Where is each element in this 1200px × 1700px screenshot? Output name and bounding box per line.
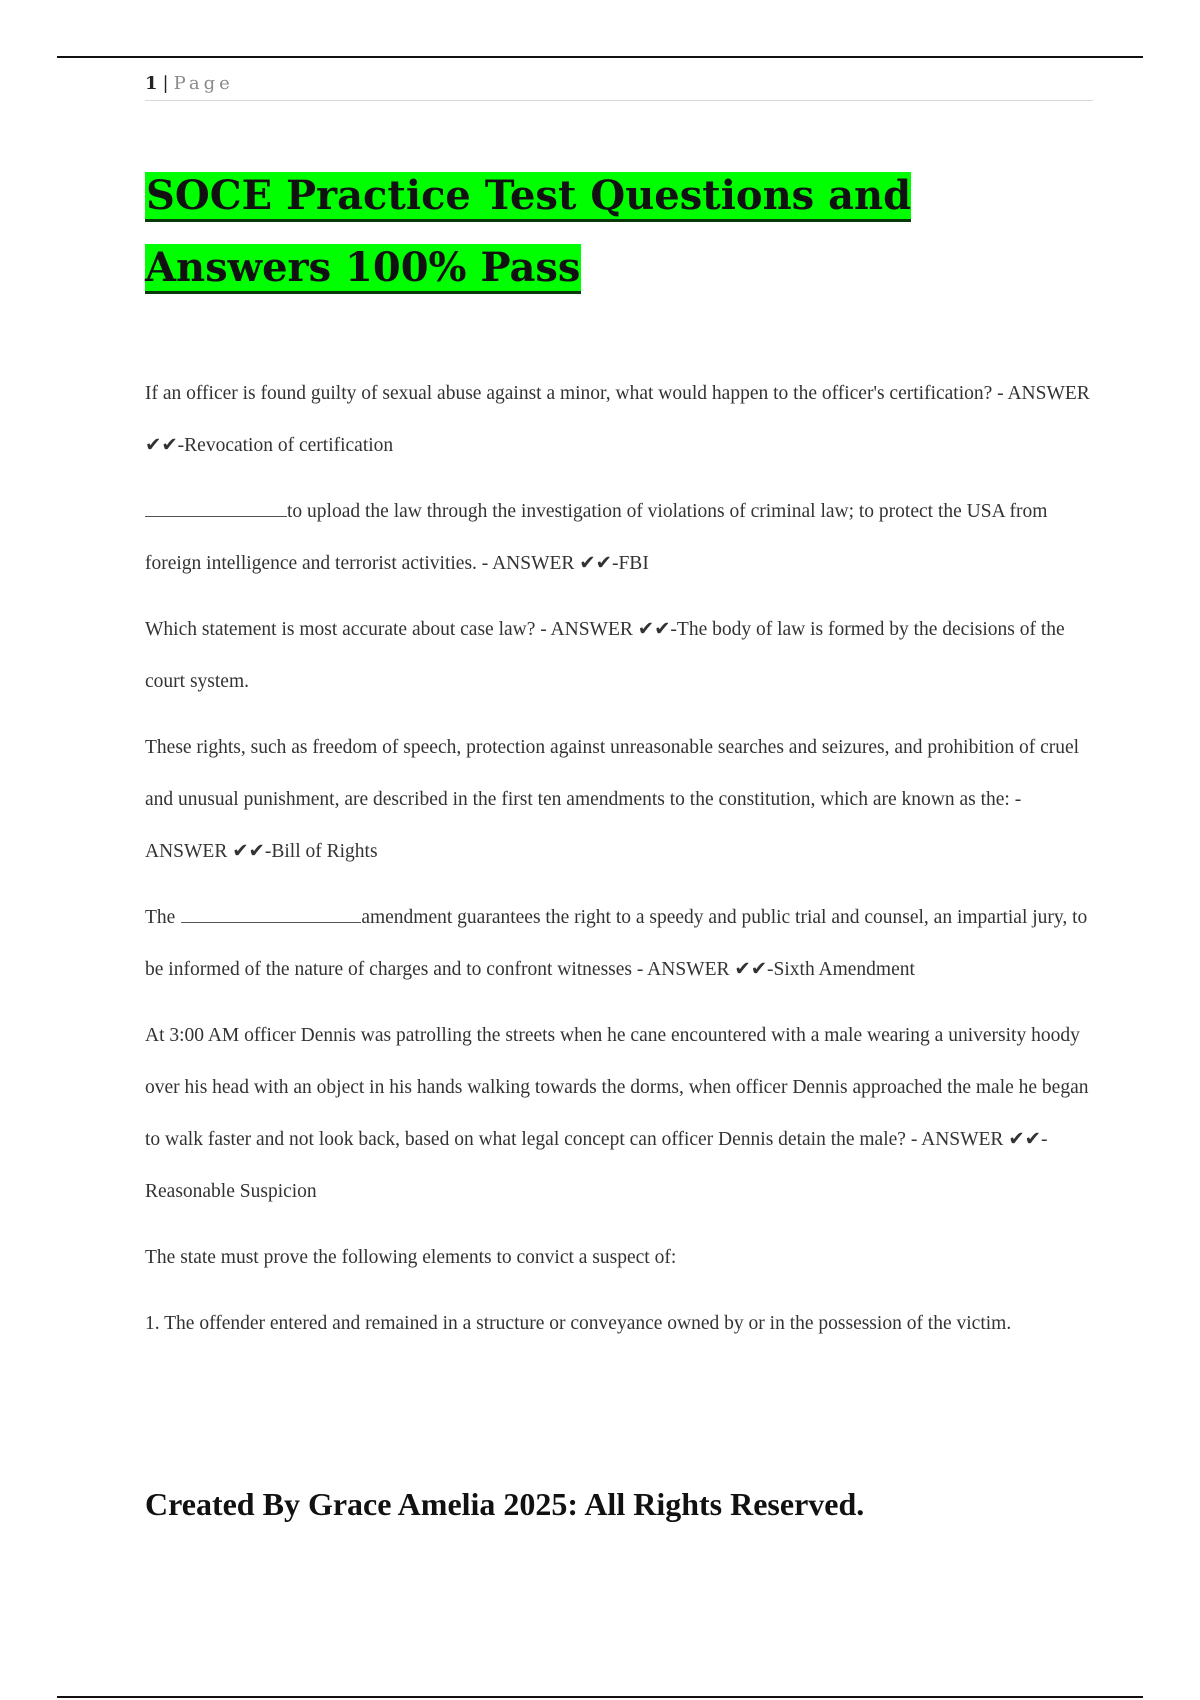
qa-item-5-lead: The (145, 907, 176, 928)
page-separator: | (162, 73, 170, 94)
qa-item-4: These rights, such as freedom of speech, protection against unreasonable searches and seizures, and prohibition of cruel and unusual punishment, are described in the first ten amendments to the constitution, which are known as the: - ANSWER ✔✔-Bill of Rights (145, 737, 1080, 862)
fill-blank (181, 904, 361, 923)
qa-item-7: The state must prove the following elements to convict a suspect of: (145, 1247, 677, 1268)
qa-item-2 (145, 486, 1093, 590)
page-header (145, 72, 1093, 101)
qa-list (145, 368, 1093, 1364)
qa-item-1: If an officer is found guilty of sexual abuse against a minor, what would happen to the officer's certification? - ANSWER ✔✔-Revocation of certification (145, 383, 1090, 456)
top-rule (57, 56, 1143, 58)
qa-item-8: 1. The offender entered and remained in a structure or conveyance owned by or in the possession of the victim. (145, 1313, 1012, 1334)
qa-item-5-text: amendment guarantees the right to a speedy and public trial and counsel, an impartial jury, to be informed of the nature of charges and to confront witnesses - ANSWER ✔✔-Sixth Amendment (145, 907, 1088, 980)
document-title-text: SOCE Practice Test Questions and Answers 100% Pass (145, 172, 911, 294)
qa-item-3: Which statement is most accurate about case law? - ANSWER ✔✔-The body of law is formed by the decisions of the court system. (145, 619, 1065, 692)
footer-copyright: Created By Grace Amelia 2025: All Rights Reserved. (145, 1486, 865, 1522)
fill-blank (145, 498, 287, 517)
qa-item-2-text: to upload the law through the investigation of violations of criminal law; to protect the USA from foreign intelligence and terrorist activities. - ANSWER ✔✔-FBI (145, 501, 1048, 574)
qa-item-5 (145, 892, 1093, 996)
qa-item-6: At 3:00 AM officer Dennis was patrolling the streets when he cane encountered with a male wearing a university hoody over his head with an object in his hands walking towards the dorms, when officer Dennis approached the male he began to walk faster and not look back, based on what legal concept can officer Dennis detain the male? - ANSWER ✔✔-Reasonable Suspicion (145, 1025, 1089, 1202)
document-title (145, 160, 1105, 304)
bottom-rule (57, 1696, 1143, 1698)
page-word: Page (173, 73, 234, 94)
page-number: 1 (145, 73, 159, 94)
